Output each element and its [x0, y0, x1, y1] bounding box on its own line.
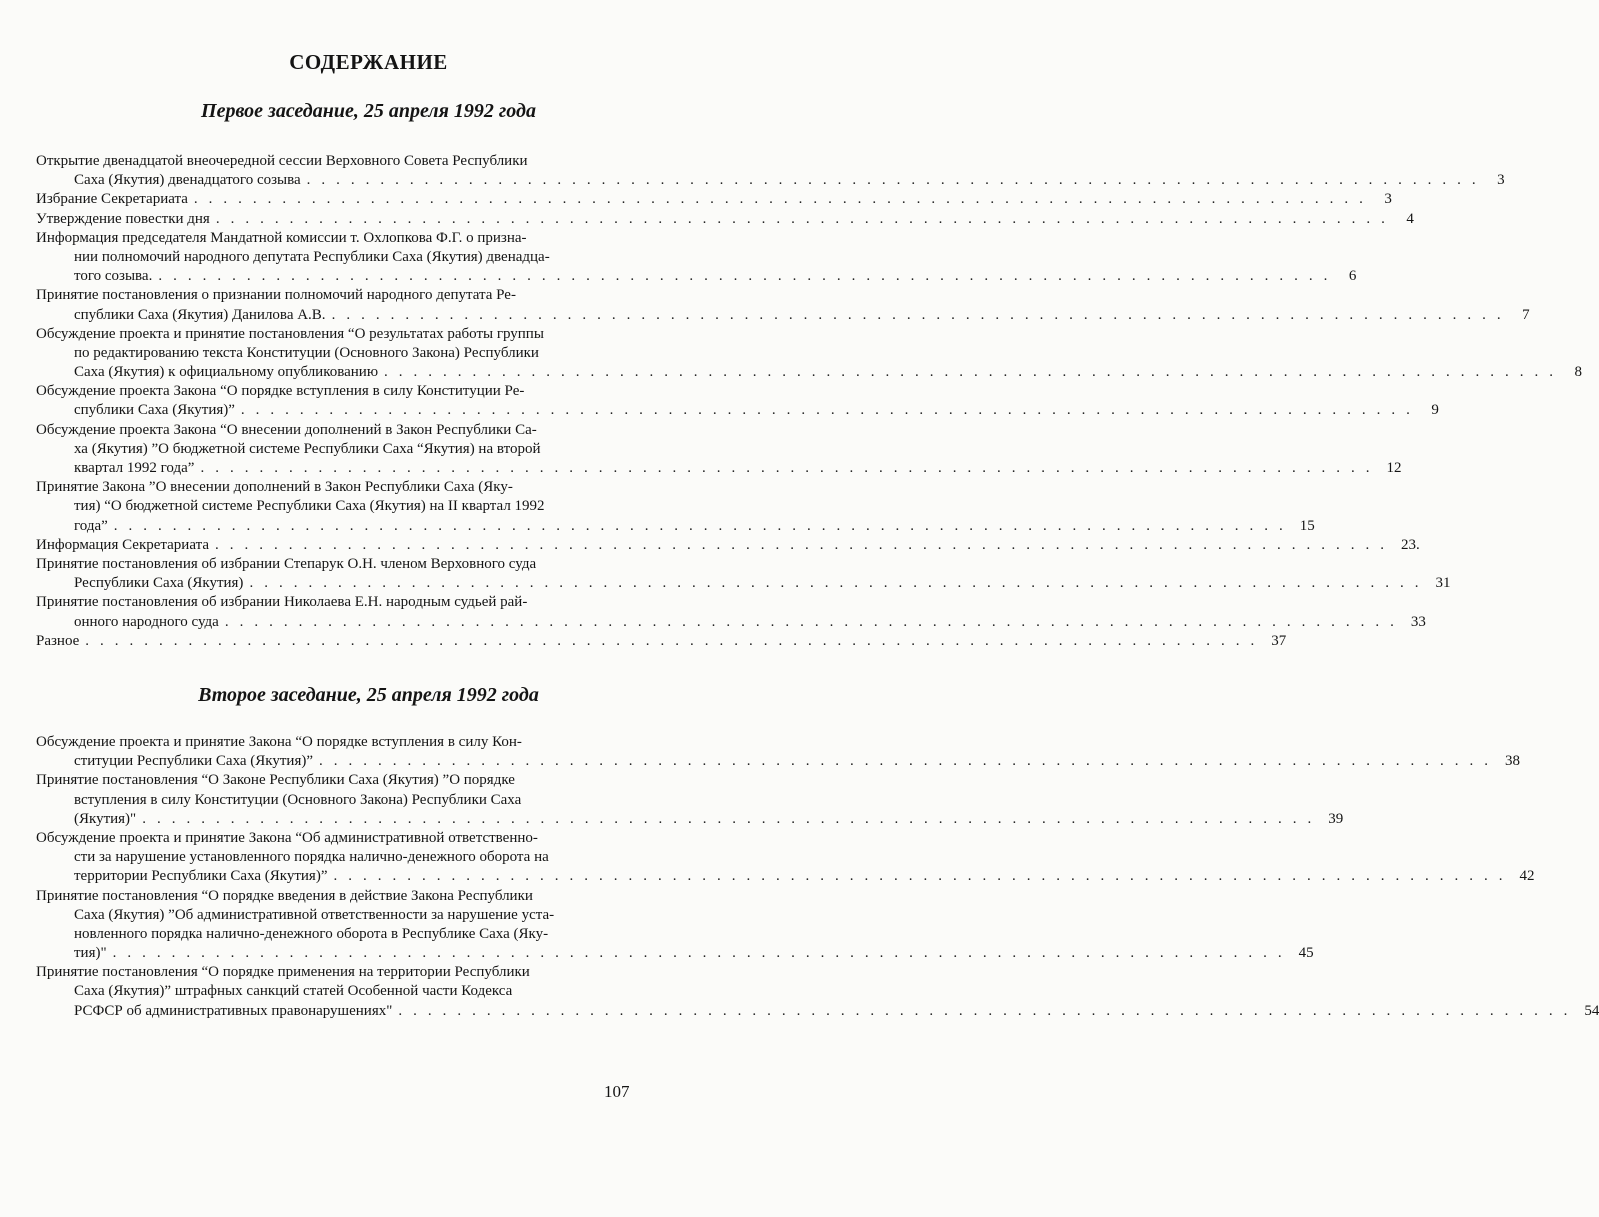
dot-leader: ................................................................................ — [193, 191, 1374, 208]
toc-entry-text: Разное — [36, 632, 80, 649]
toc-entry-text: онного народного суда — [74, 613, 219, 630]
toc-entry — [36, 421, 1402, 479]
toc-entry-text: Принятие постановления “О порядке введения в действие Закона Республики — [36, 887, 533, 904]
toc-entry-line — [36, 593, 652, 612]
toc-entry-text: года” — [74, 517, 108, 534]
toc-entry-line — [36, 887, 652, 906]
toc-entry-text: Обсуждение проекта и принятие Закона “О порядке вступления в силу Кон- — [36, 734, 522, 750]
toc-page-number: 12 — [1386, 460, 1402, 476]
toc-entry-text: спублики Саха (Якутия) Данилова А.В. — [74, 306, 326, 323]
toc-entry — [36, 632, 1287, 651]
toc-entry-text: РСФСР об административных правонарушениях" — [74, 1002, 393, 1019]
toc-entry — [36, 829, 1535, 887]
toc-entry-text: ха (Якутия) ”О бюджетной системе Республики Саха “Якутия) на второй — [74, 440, 541, 457]
toc-first-session — [36, 152, 1583, 651]
dot-leader: ................................................................................ — [113, 517, 1294, 534]
toc-entry-line — [36, 497, 652, 516]
toc-entry-line — [36, 421, 652, 440]
toc-entry-text: вступления в силу Конституции (Основного Закона) Республики Саха — [74, 791, 522, 808]
toc-page-number: 31 — [1435, 575, 1451, 592]
toc-entry-text: Саха (Якутия) ”Об административной ответственности за нарушение уста- — [74, 906, 555, 923]
dot-leader: ................................................................................ — [333, 868, 1514, 885]
toc-entry-text: Обсуждение проекта Закона “О порядке вступления в силу Конституции Ре- — [36, 383, 525, 400]
toc-entry — [36, 593, 1426, 631]
toc-entry-line — [36, 517, 1315, 536]
dot-leader: ................................................................................ — [240, 402, 1421, 419]
toc-page-number: 3 — [1384, 191, 1392, 208]
toc-entry-line — [36, 190, 1392, 209]
toc-page-number: 37 — [1271, 632, 1287, 649]
toc-entry-line — [36, 1002, 1599, 1021]
toc-page-number: 4 — [1406, 210, 1414, 227]
toc-entry-line — [36, 632, 1287, 651]
toc-entry-line — [36, 363, 1583, 382]
toc-entry-text: Республики Саха (Якутия) — [74, 575, 244, 592]
toc-page-number: 6 — [1348, 268, 1357, 285]
toc-entry-line — [36, 478, 652, 497]
dot-leader: ................................................................................ — [249, 575, 1430, 592]
toc-entry-line — [36, 152, 652, 171]
toc-page-number: 7 — [1522, 306, 1530, 323]
toc-entry-text: Принятие постановления о признании полномочий народного депутата Ре- — [36, 287, 516, 304]
toc-entry-line — [36, 613, 1426, 632]
dot-leader: ................................................................................ — [384, 364, 1565, 381]
toc-entry-text: Принятие постановления об избрании Степарук О.Н. членом Верховного суда — [36, 555, 537, 572]
page-title: СОДЕРЖАНИЕ — [289, 50, 448, 74]
dot-leader: ................................................................................ — [142, 810, 1323, 827]
toc-entry-line — [36, 286, 652, 305]
toc-entry-line — [36, 229, 652, 248]
toc-entry — [36, 210, 1414, 229]
toc-entry-text: новленного порядка налично-денежного оборота в Республике Саха (Яку- — [74, 925, 549, 942]
toc-entry-text: Открытие двенадцатой внеочередной сессии Верховного Совета Республики — [36, 153, 528, 169]
toc-entry — [36, 325, 1583, 383]
section-heading-first-session: Первое заседание, 25 апреля 1992 года — [201, 100, 536, 122]
toc-page-number: 9 — [1431, 402, 1439, 419]
toc-entry-text: Принятие постановления “О Законе Республики Саха (Якутия) ”О порядке — [36, 772, 515, 789]
toc-entry — [36, 887, 1314, 964]
toc-entry-line — [36, 848, 652, 867]
section-heading-second-session: Второе заседание, 25 апреля 1992 года — [198, 684, 539, 706]
toc-entry — [36, 382, 1439, 420]
toc-entry-line — [36, 171, 1505, 190]
toc-entry — [36, 286, 1530, 324]
toc-entry — [36, 229, 1357, 287]
toc-page-number: 42 — [1519, 868, 1535, 885]
toc-entry-line — [36, 267, 1357, 286]
dot-leader: ................................................................................ — [398, 1002, 1579, 1019]
toc-entry-text: Принятие постановления “О порядке применения на территории Республики — [36, 964, 530, 981]
toc-entry-line — [36, 925, 652, 944]
toc-entry-text: Обсуждение проекта Закона “О внесении дополнений в Закон Республики Са- — [36, 421, 537, 438]
toc-entry-text: по редактированию текста Конституции (Основного Закона) Республики — [74, 344, 539, 361]
toc-entry-text: Принятие постановления об избрании Николаева Е.Н. народным судьей рай- — [36, 594, 528, 611]
toc-entry — [36, 733, 1521, 771]
toc-entry-line — [36, 771, 652, 790]
toc-entry-line — [36, 867, 1535, 886]
toc-entry-line — [36, 401, 1439, 420]
toc-entry — [36, 963, 1599, 1021]
toc-page-number: 45 — [1298, 945, 1314, 962]
toc-entry-text: Обсуждение проекта и принятие Закона “Об административной ответственно- — [36, 829, 538, 846]
dot-leader: ................................................................................ — [112, 945, 1293, 962]
toc-page-number: 33 — [1410, 613, 1426, 630]
toc-entry-text: Саха (Якутия) к официальному опубликованию — [74, 364, 379, 381]
toc-entry-line — [36, 829, 652, 848]
toc-entry-text: Саха (Якутия) двенадцатого созыва — [74, 172, 301, 189]
toc-entry-text: Саха (Якутия)” штрафных санкций статей Особенной части Кодекса — [74, 983, 513, 1000]
dot-leader: ................................................................................ — [200, 460, 1381, 476]
toc-entry-line — [36, 306, 1530, 325]
toc-entry-text: (Якутия)" — [74, 810, 137, 827]
dot-leader: ................................................................................ — [319, 753, 1500, 770]
dot-leader: ................................................................................ — [224, 613, 1405, 630]
toc-page-number: 38 — [1505, 753, 1521, 770]
toc-entry-text: Утверждение повестки дня — [36, 210, 210, 227]
toc-entry-line — [36, 791, 652, 810]
toc-entry — [36, 152, 1505, 190]
toc-entry-text: спублики Саха (Якутия)” — [74, 402, 235, 419]
toc-entry-line — [36, 982, 652, 1001]
toc-entry-text: нии полномочий народного депутата Республики Саха (Якутия) двенадца- — [74, 248, 550, 265]
toc-entry-line — [36, 382, 652, 401]
toc-entry-line — [36, 574, 1451, 593]
toc-entry-text: Информация Секретариата — [36, 536, 209, 553]
toc-entry-text: тия)" — [74, 945, 107, 962]
toc-page-number: 54 — [1584, 1002, 1599, 1019]
toc-entry-text: территории Республики Саха (Якутия)” — [74, 868, 328, 885]
toc-entry — [36, 555, 1451, 593]
toc-entry-text: Принятие Закона ”О внесении дополнений в Закон Республики Саха (Яку- — [36, 479, 513, 496]
dot-leader: ................................................................................ — [158, 268, 1339, 285]
toc-entry-text: квартал 1992 года” — [74, 460, 195, 476]
toc-entry-line — [36, 459, 1402, 478]
toc-entry-line — [36, 944, 1314, 963]
toc-entry-line — [36, 344, 652, 363]
toc-entry-text: тия) “О бюджетной системе Республики Саха (Якутия) на II квартал 1992 — [74, 498, 545, 515]
dot-leader: ................................................................................ — [214, 536, 1395, 553]
toc-entry-line — [36, 733, 652, 752]
dot-leader: ................................................................................ — [215, 210, 1396, 227]
toc-entry — [36, 771, 1344, 829]
toc-entry-text: того созыва. — [74, 268, 153, 285]
toc-entry-line — [36, 325, 652, 344]
toc-page-number: 15 — [1299, 517, 1315, 534]
dot-leader: ................................................................................ — [85, 632, 1266, 649]
toc-second-session — [36, 733, 1599, 1021]
dot-leader: ................................................................................ — [331, 306, 1512, 323]
toc-entry-line — [36, 555, 652, 574]
toc-entry-text: ституции Республики Саха (Якутия)” — [74, 753, 314, 770]
toc-entry-line — [36, 210, 1414, 229]
toc-entry-line — [36, 963, 652, 982]
toc-page-number: 39 — [1328, 810, 1344, 827]
toc-page-number: 8 — [1574, 364, 1583, 381]
toc-entry — [36, 190, 1392, 209]
toc-entry-text: Избрание Секретариата — [36, 191, 188, 208]
toc-entry-line — [36, 752, 1521, 771]
toc-entry — [36, 536, 1420, 555]
toc-entry-text: Обсуждение проекта и принятие постановления “О результатах работы группы — [36, 325, 544, 342]
toc-entry-line — [36, 440, 652, 459]
toc-entry-line — [36, 810, 1344, 829]
toc-entry-text: сти за нарушение установленного порядка налично-денежного оборота на — [74, 849, 549, 866]
toc-page-number: 3 — [1497, 172, 1505, 189]
toc-entry-line — [36, 248, 652, 267]
toc-entry-line — [36, 906, 652, 925]
toc-page-number: 23. — [1400, 536, 1420, 553]
dot-leader: ................................................................................ — [306, 172, 1487, 189]
toc-entry-line — [36, 536, 1420, 555]
toc-entry — [36, 478, 1315, 536]
page-number: 107 — [604, 1082, 630, 1101]
toc-entry-text: Информация председателя Мандатной комиссии т. Охлопкова Ф.Г. о призна- — [36, 229, 527, 246]
